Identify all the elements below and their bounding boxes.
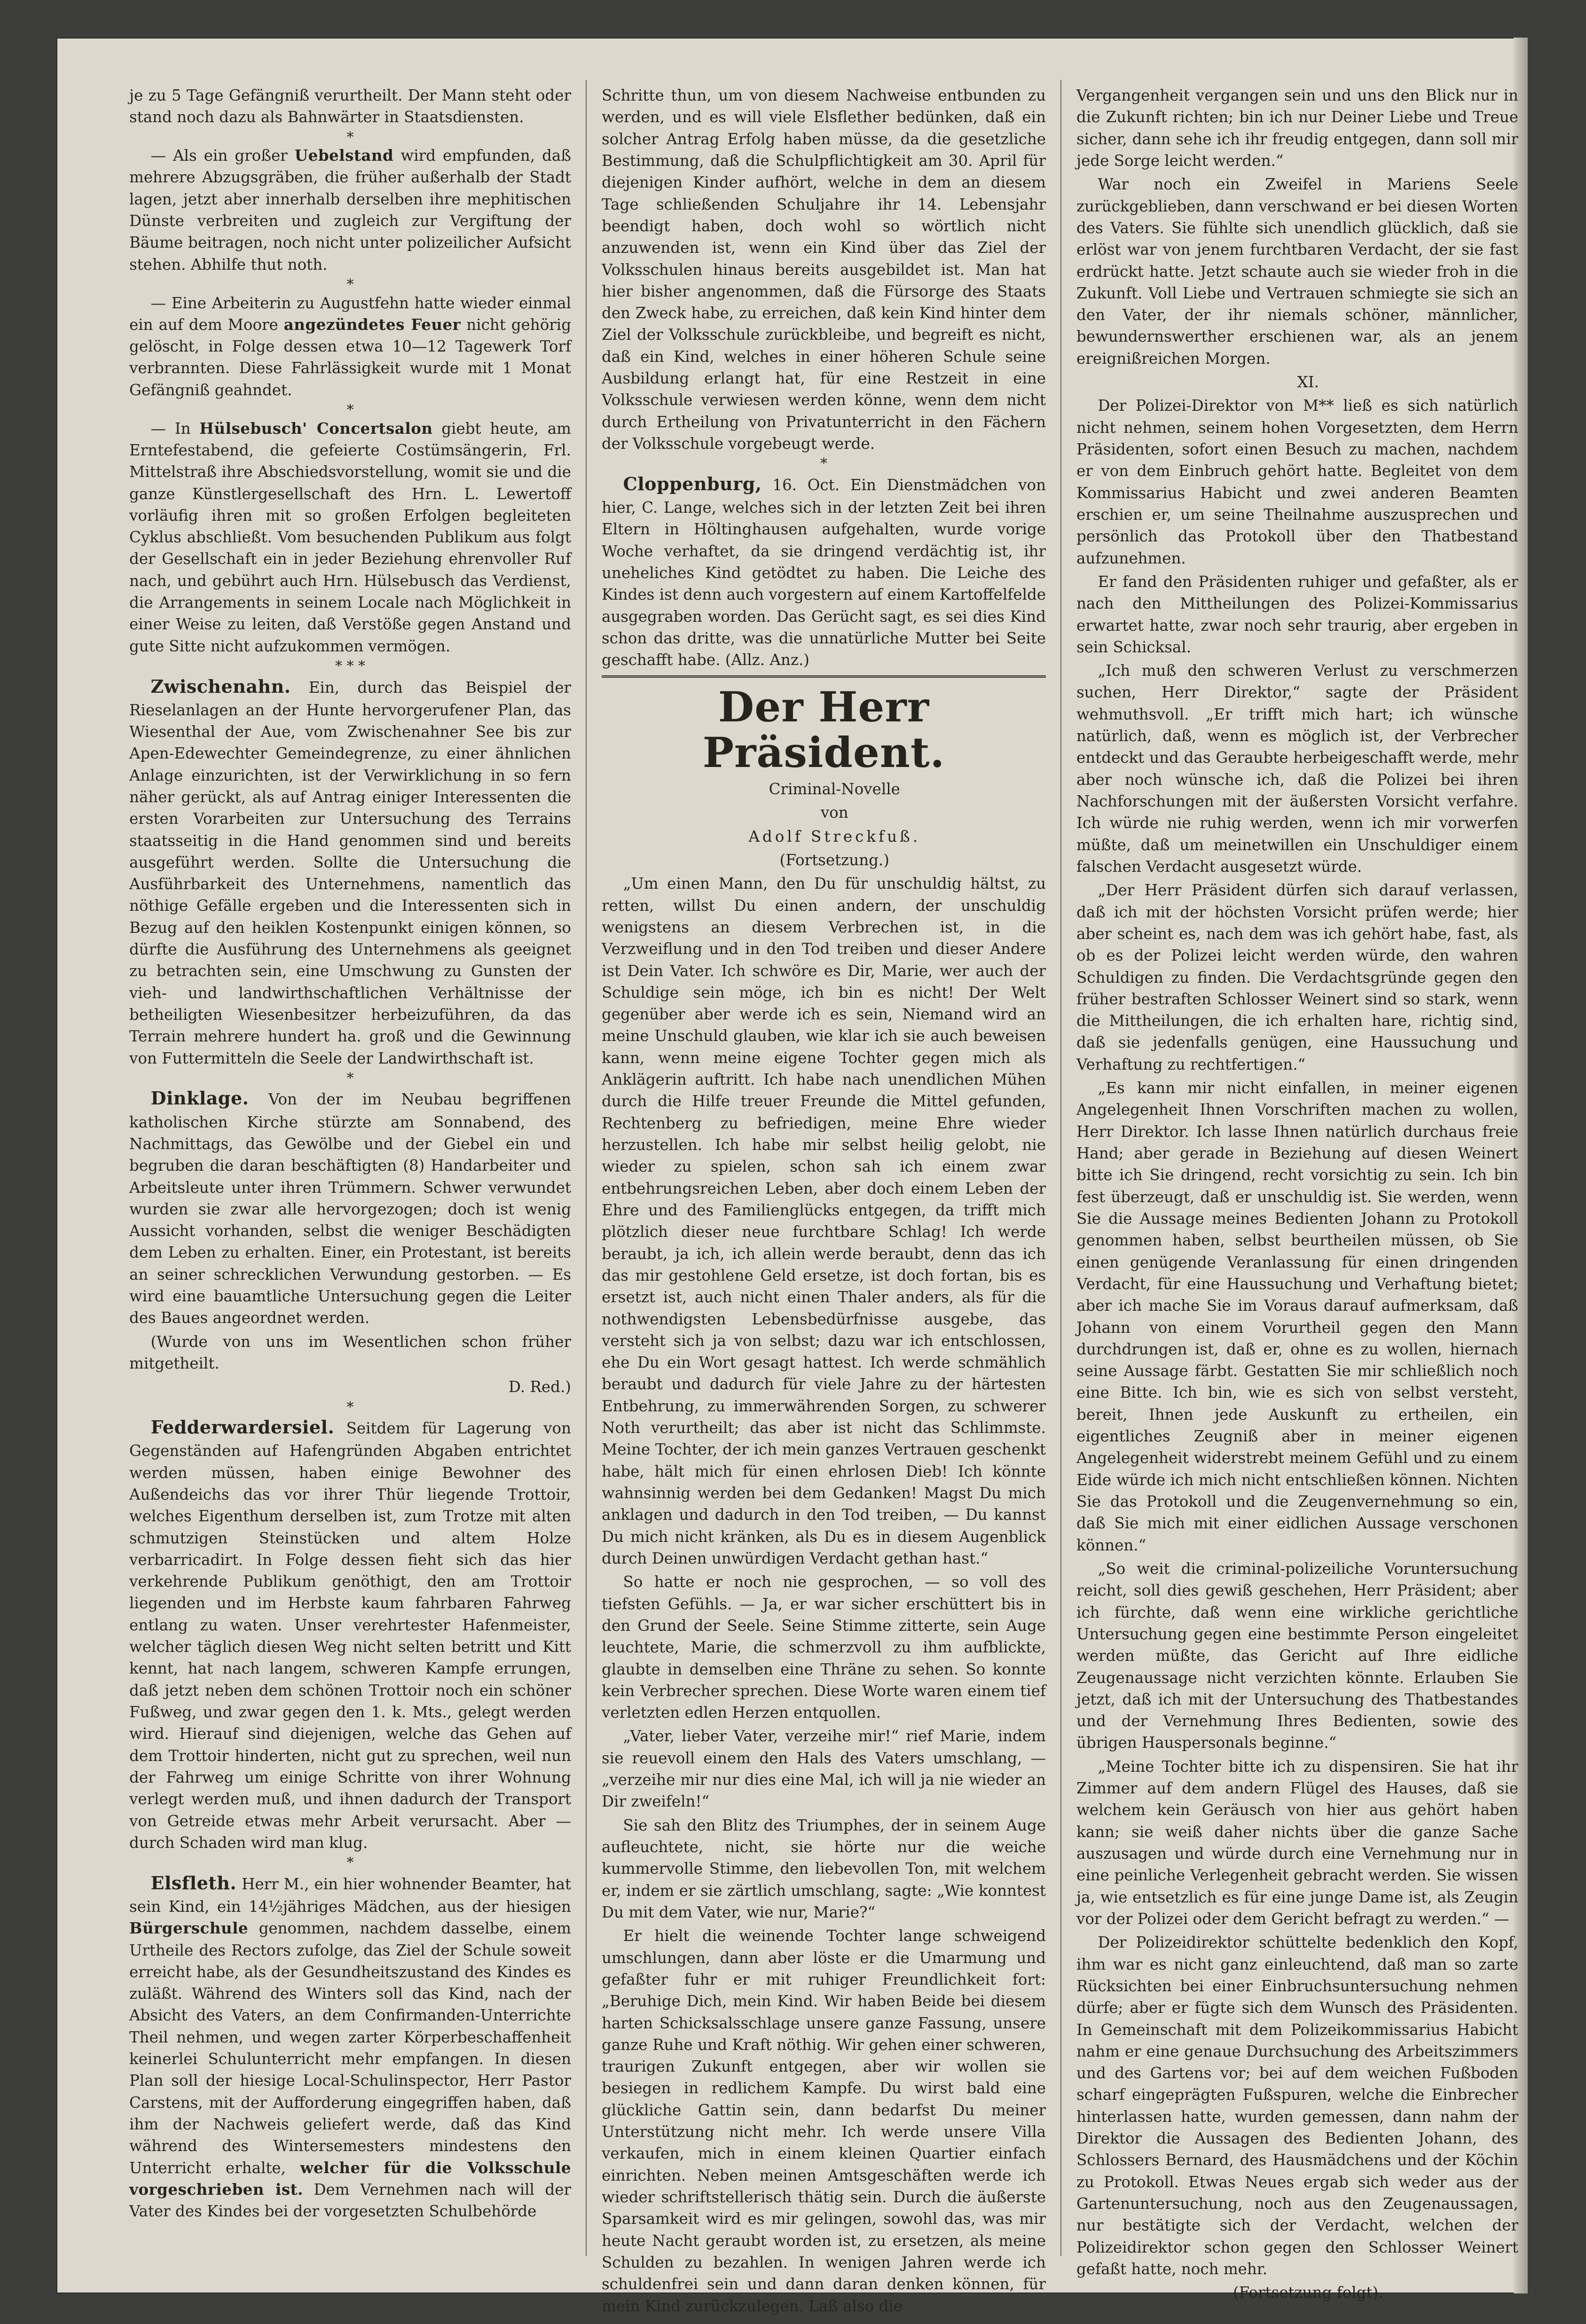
- story-author: Adolf Streckfuß.: [748, 827, 921, 845]
- story-paragraph: „Es kann mir nicht einfallen, in meiner eigenen Angelegenheit Ihnen Vorschriften machen zu wollen, Herr Direktor. Ich lasse Ihnen natürlich durchaus freie Hand; aber gerade in Beziehung auf diesen Weinert bitte ich Sie dringend, recht vorsichtig zu sein. Ich bin fest überzeugt, daß er unschuldig ist. Sie werden, wenn Sie die Aussage meines Bedienten Johann zu Protokoll genommen haben, selbst beurtheilen müssen, ob Sie einen genügende Veranlassung für einen dringenden Verdacht, für eine Haussuchung und Verhaftung bietet; aber ich mache Sie im Voraus darauf aufmerksam, daß Johann von einem Vorurtheil gegen den Mann durchdrungen ist, daß er, ohne es zu wollen, hiernach seine Aussage färbt. Gestatten Sie mir schließlich noch eine Bitte. Ich bin, wie es sich von selbst versteht, bereit, Ihnen jede Auskunft zu ertheilen, ein eigentliches Zeugniß aber in meiner eigenen Angelegenheit widerstrebt meinem Gefühl und zu einem Eide würde ich mich nicht entschließen können. Nichten Sie das Protokoll und die Zeugenvernehmung so ein, daß Sie mich mit einer eidlichen Aussage verschonen können.“: [1076, 1079, 1518, 1554]
- column-rule: [1060, 80, 1061, 2256]
- section-separator: *: [346, 1070, 354, 1087]
- continuation-note: (Fortsetzung folgt).: [1233, 2284, 1383, 2302]
- news-item-uebelstand: [129, 145, 571, 275]
- news-text: Seitdem für Lagerung von Gegenständen auf Hafengründen Abgaben entrichtet werden müssen, haben einige Bewohner des Außendeichs das vor ihrer Thür liegende Trottoir, welches Eigenthum derselben ist, zum Trotze mit alten schmutzigen Steinstücken und altem Holze verbarricadirt. In Folge dessen fieht sich das hier verkehrende Publikum genöthigt, den am Trottoir liegenden und im Herbste kaum fahrbaren Fahrweg entlang zu waten. Unser verehrtester Hafenmeister, welcher täglich diesen Weg nicht selten betritt und Kitt kennt, hat nach langem, schweren Kampfe errungen, daß jetzt neben dem schönen Trottoir noch ein schöner Fußweg, und zwar gegen den 1. k. Mts., gelegt werden wird. Hierauf sind diejenigen, welche das Gehen auf dem Trottoir hinderten, nicht gut zu sprechen, weil nun der Fahrweg um einige Schritte von ihrer Wohnung verlegt werden muß, und ihnen dadurch der Transport von Getreide etwas mehr Arbeit verursacht. Aber — durch Schaden wird man klug.: [129, 1419, 571, 1852]
- story-subtitle: Criminal-Novelle: [769, 780, 900, 798]
- news-item-concert: [129, 418, 571, 657]
- place-name: Zwischenahn.: [150, 675, 291, 697]
- section-separator: *: [346, 1399, 354, 1416]
- place-name: Dinklage.: [150, 1088, 249, 1109]
- news-text: — Eine Arbeiterin zu Augustfehn hatte wieder einmal ein auf dem Moore: [129, 294, 571, 334]
- section-separator: *: [346, 129, 354, 146]
- place-name: Elsfleth.: [150, 1872, 237, 1894]
- news-item-elsfleth: [129, 1870, 571, 2222]
- story-paragraph: So hatte er noch nie gesprochen, — so voll des tiefsten Gefühls. — Ja, er war sicher erschüttert bis in den Grund der Seele. Seine Stimme zitterte, sein Auge leuchtete, Marie, die schmerzvoll zu ihm aufblickte, glaubte in demselben eine Thräne zu sehen. So konnte kein Verbrecher sprechen. Diese Worte waren einem tief verletzten edlen Herzen entquollen.: [602, 1573, 1046, 1722]
- news-paragraph: Schritte thun, um von diesem Nachweise entbunden zu werden, und es will viele Elsflether bedünken, daß ein solcher Antrag Erfolg haben müsse, da die gesetzliche Bestimmung, daß die Schulpflichtigkeit am 30. April für diejenigen Kinder aufhört, welche in dem an diesem Tage schließenden Schuljahre ihr 14. Lebensjahr beendigt haben, doch wohl so wörtlich nicht anzuwenden ist, wenn ein Kind über das Ziel der Volksschulen hinaus bereits ausgebildet ist. Man hat hier bisher angenommen, daß die Fürsorge des Staats den Zweck habe, zu erreichen, daß kein Kind hinter dem Ziel der Volksschule zurückbleibe, und begreift es nicht, daß ein Kind, welches in einer höheren Schule seine Ausbildung erlangt hat, für eine Restzeit in eine Volksschule verwiesen werden könne, wenn dem nicht durch Ertheilung von Privatunterricht in den Fächern der Volksschule vorgebeugt werde.: [602, 86, 1046, 453]
- place-name: Cloppenburg,: [623, 473, 762, 494]
- column-2: [602, 85, 1046, 2315]
- news-item-fedderwardersiel: [129, 1415, 571, 1854]
- story-continuation-note: (Fortsetzung.): [779, 851, 889, 869]
- story-paragraph: Er fand den Präsidenten ruhiger und gefaßter, als er nach den Mittheilungen des Polizei-Kommissarius erwartet hatte, zwar noch sehr traurig, aber ergeben in sein Schicksal.: [1076, 572, 1518, 656]
- story-paragraph: „Meine Tochter bitte ich zu dispensiren. Sie hat ihr Zimmer auf dem andern Flügel des Hauses, daß sie welchem kein Geräusch von hier aus gehört haben kann; sie weiß daher nichts über die ganze Sache auszusagen und würde durch eine Vernehmung nur in eine peinliche Verlegenheit gebracht werden. Sie wissen ja, wie entsetzlich es für eine junge Dame ist, als Zeugin vor der Polizei oder dem Gericht befragt zu werden.“ —: [1076, 1757, 1518, 1928]
- news-text: genommen, nachdem dasselbe, einem Urtheile des Rectors zufolge, das Ziel der Schule soweit erreicht habe, als der Gesundheitszustand des Kindes es zuläßt. Während des Winters soll das Kind, nach der Absicht des Vaters, an dem Confirmanden-Unterrichte Theil nehmen, und wegen zarter Körperbeschaffenheit keinerlei Schulunterricht mehr empfangen. In diesen Plan soll der hiesige Local-Schulinspector, Herr Pastor Carstens, mit der Aufforderung eingegriffen haben, daß ihm der Nachweis geliefert werde, daß das Kind während des Wintersemesters mindestens den Unterricht erhalte,: [129, 1919, 571, 2177]
- news-text: giebt heute, am Erntefestabend, die gefeierte Costümsängerin, Frl. Mittelstraß ihre Abschiedsvorstellung, womit sie und die ganze Künstlergesellschaft des Hrn. L. Lewertoff vorläufig ihren mit so großen Erfolgen begleiteten Cyklus abschließt. Vom besuchenden Publikum aus folgt der Gesellschaft ein in jeder Beziehung ehrenvoller Ruf nach, und gebührt auch Hrn. Hülsebusch das Verdienst, die Arrangements in seinem Locale nach Möglichkeit in einer Weise zu leiten, daß Verstöße gegen Anstand und gute Sitte nicht aufzukommen vermögen.: [129, 419, 571, 655]
- news-item-cloppenburg: [602, 471, 1046, 671]
- news-text: wird empfunden, daß mehrere Abzugsgräben, die früher außerhalb der Stadt lagen, jetzt aber innerhalb derselben ihre mephitischen Dünste verbreiten und zugleich zur Vergiftung der Bäume beitragen, noch nicht unter polizeilicher Aufsicht stehen. Abhilfe thut noth.: [129, 147, 572, 274]
- story-title: Der Herr Präsident.: [702, 682, 945, 777]
- section-separator: *: [346, 402, 354, 419]
- story-paragraph: „Der Herr Präsident dürfen sich darauf verlassen, daß ich mit der höchsten Vorsicht prüfen werde; hier aber scheint es, nach dem was ich gehört habe, fast, als ob es der Polizei leicht werden würde, den wahren Schuldigen zu finden. Die Verdachtsgründe gegen den früher bestraften Schlosser Weinert sind so stark, wenn die Mittheilungen, die ich erhalten hare, richtig sind, daß sie jedenfalls genügen, eine Haussuchung und Verhaftung zu rechtfertigen.“: [1076, 881, 1518, 1073]
- news-keyword: angezündetes Feuer: [283, 315, 461, 334]
- news-text: 16. Oct. Ein Dienstmädchen von hier, C. Lange, welches sich in der letzten Zeit bei ihren Eltern in Höltinghausen aufgehalten, wurde vorige Woche verhaftet, da sie dringend verdächtig ist, ihr uneheliches Kind getödtet zu haben. Die Leiche des Kindes ist denn auch vorgestern auf einem Kartoffelfelde ausgegraben worden. Das Gerücht sagt, es sei dies Kind schon das dritte, was die unnatürliche Mutter bei Seite geschafft habe. (Allz. Anz.): [602, 476, 1046, 669]
- news-text: Von der im Neubau begriffenen katholischen Kirche stürzte am Sonnabend, des Nachmittags, das Gewölbe und der Giebel ein und begruben die daran beschäftigten (8) Handarbeiter und Arbeitsleute unter ihren Trümmern. Schwer verwundet wurden sie zwar alle hervorgezogen; doch ist wenig Aussicht vorhanden, selbst die weniger Beschädigten dem Leben zu erhalten. Einer, ein Protestant, ist bereits an seiner schrecklichen Verwundung gestorben. — Es wird eine bauamtliche Untersuchung gegen die Leiter des Baues angeordnet werden.: [129, 1090, 571, 1327]
- column-rule: [586, 80, 587, 2256]
- story-paragraph: „Vater, lieber Vater, verzeihe mir!“ rief Marie, indem sie reuevoll einem den Hals des Vaters umschlang, — „verzeihe mir nur dies eine Mal, ich will ja nie wieder an Dir zweifeln!“: [602, 1727, 1046, 1811]
- editor-note: [129, 1331, 571, 1375]
- story-paragraph: Er hielt die weinende Tochter lange schweigend umschlungen, dann aber löste er die Umarmung und gefaßter fuhr er mit ruhiger Freundlichkeit fort: „Beruhige Dich, mein Kind. Wir haben Beide bei diesem harten Schicksalsschlage unsere ganze Fassung, unsere ganze Ruhe und Kraft nöthig. Wir gehen einer schweren, traurigen Zukunft entgegen, aber wir wollen sie besiegen in redlichem Kampfe. Du wirst bald eine glückliche Gattin sein, dann bedarfst Du meiner Unterstützung nicht mehr. Ich werde unsere Villa verkaufen, mich in einem kleinen Quartier einfach einrichten. Neben meinen Amtsgeschäften werde ich wieder schriftstellerisch thätig sein. Durch die äußerste Sparsamkeit wird es mir gelingen, sowohl das, was mir heute Nacht geraubt worden ist, zu ersetzen, als meine Schulden zu bezahlen. In wenigen Jahren werde ich schuldenfrei sein und dann daran denken können, für mein Kind zurückzulegen. Laß also die: [602, 1927, 1046, 2315]
- column-1: [129, 85, 571, 2251]
- section-rule: [602, 675, 1046, 678]
- section-separator: *: [346, 276, 354, 293]
- news-item-feuer: [129, 292, 571, 401]
- news-text: Herr M., ein hier wohnender Beamter, hat sein Kind, ein 14½jähriges Mädchen, aus der hiesigen: [129, 1875, 571, 1916]
- news-keyword: Uebelstand: [294, 146, 394, 165]
- news-keyword: welcher für die Volksschule vorgeschrieben ist.: [129, 2158, 571, 2199]
- section-separator: *: [820, 455, 827, 472]
- editor-signature: D. Red.): [508, 1378, 571, 1396]
- story-paragraph: Vergangenheit vergangen sein und uns den Blick nur in die Zukunft richten; bin ich nur Deiner Liebe und Treue sicher, dann sehe ich ihr freudig entgegen, dann soll mir jede Sorge leicht werden.“: [1076, 86, 1518, 170]
- news-item-dinklage: [129, 1086, 571, 1329]
- news-text: Ein, durch das Beispiel der Rieselanlagen an der Hunte hervorgerufener Plan, das Wiesenthal der Aue, vom Zwischenahner See bis zur Apen-Edewechter Gemeindegrenze, zu einer ähnlichen Anlage einzurichten, ist der Verwirklichung in so fern näher gerückt, als auf Antrag einiger Interessenten die ersten Vorarbeiten zur Untersuchung des Terrains staatsseitig in die Hand genommen sind und bereits ausgeführt werden. Sollte die Untersuchung die Ausführbarkeit des Unternehmens, namentlich das nöthige Gefälle ergeben und die Interessenten sich in Bezug auf den heiklen Kostenpunkt einigen können, so dürfte die Ausführung des Unternehmens als geeignet zu betrachten sein, eine Umschwung zu Gunsten der vieh- und landwirthschaftlichen Verhältnisse der betheiligten Wiesenbesitzer herbeizuführen, da das Terrain mehrere hundert ha. groß und die Gewinnung von Futtermitteln die Seele der Landwirthschaft ist.: [129, 678, 571, 1067]
- news-keyword: Hülsebusch' Concertsalon: [199, 419, 433, 438]
- section-separator: *: [346, 1855, 354, 1871]
- story-paragraph: War noch ein Zweifel in Mariens Seele zurückgeblieben, dann verschwand er bei diesen Worten des Vaters. Sie fühlte sich unendlich glücklich, daß sie erlöst war von jenem furchtbaren Verdacht, der sie fast erdrückt hatte. Jetzt schaute auch sie wieder froh in die Zukunft. Voll Liebe und Vertrauen schmiegte sie sich an den Vater, der ihr niemals schöner, männlicher, bewundernswerther erschienen war, als an jenem ereignißreichen Morgen.: [1076, 175, 1518, 368]
- news-text: Dem Vernehmen nach will der Vater des Kindes bei der vorgesetzten Schulbehörde: [129, 2180, 571, 2221]
- section-separator: * * *: [335, 658, 366, 674]
- chapter-number: XI.: [1297, 373, 1319, 391]
- story-paragraph: Sie sah den Blitz des Triumphes, der in seinem Auge aufleuchtete, nicht, sie hörte nur die weiche kummervolle Stimme, den liebevollen Ton, mit welchem er, indem er sie zärtlich umschlang, sagte: „Wie konntest Du mit dem Vater, wie nur, Marie?“: [602, 1816, 1046, 1921]
- newspaper-page: [56, 38, 1528, 2315]
- place-name: Fedderwardersiel.: [150, 1416, 335, 1438]
- news-keyword: Bürgerschule: [129, 1919, 249, 1938]
- news-paragraph: je zu 5 Tage Gefängniß verurtheilt. Der Mann steht oder stand noch dazu als Bahnwärter in Staatsdiensten.: [129, 86, 571, 126]
- news-item-zwischenahn: [129, 674, 571, 1069]
- news-text: nicht gehörig gelöscht, in Folge dessen etwa 10—12 Tagewerk Torf verbrannten. Diese Fahrlässigkeit wurde mit 1 Monat Gefängniß geahndet.: [129, 315, 571, 399]
- column-3: [1076, 85, 1518, 2302]
- story-paragraph: „So weit die criminal-polizeiliche Voruntersuchung reicht, soll dies gewiß geschehen, Herr Präsident; aber ich fürchte, daß wenn eine wirkliche gerichtliche Untersuchung gegen eine bestimmte Person eingeleitet werden müßte, das Gericht auf Ihre eidliche Zeugenaussage nicht verzichten könnte. Erlauben Sie jetzt, daß ich mit der Untersuchung des Thatbestandes und der Vernehmung Ihres Bedienten, sowie des übrigen Hauspersonals beginne.“: [1076, 1559, 1518, 1752]
- news-text: — Als ein großer: [150, 147, 295, 165]
- story-paragraph: Der Polizeidirektor schüttelte bedenklich den Kopf, ihm war es nicht ganz einleuchtend, daß man so zarte Rücksichten bei einer Einbruchsuntersuchung nehmen dürfe; aber er fügte sich dem Wunsch des Präsidenten. In Gemeinschaft mit dem Polizeikommissarius Habicht nahm er eine genaue Durchsuchung des Arbeitszimmers und des Gartens vor; bei auf dem weichen Fußboden scharf eingeprägten Fußspuren, welche die Einbrecher hinterlassen hatte, wurden gemessen, dann nahm der Direktor die Aussagen des Bedienten Johann, des Schlossers Bernard, des Hausmädchens und der Köchin zu Protokoll. Etwas Neues ergab sich weder aus der Gartenuntersuchung, noch aus den Zeugenaussagen, nur bestätigte sich der Verdacht, welchen der Polizeidirektor schon gegen den Schlosser Weinert gefaßt hatte, noch mehr.: [1076, 1933, 1518, 2278]
- story-von: von: [820, 804, 848, 822]
- story-paragraph: Der Polizei-Direktor von M** ließ es sich natürlich nicht nehmen, seinem hohen Vorgesetzten, dem Herrn Präsidenten, sofort einen Besuch zu machen, nachdem er von dem Einbruch gehört hatte. Begleitet von dem Kommissarius Habicht und zwei anderen Beamten erschien er, um seine Theilnahme auszusprechen und persönlich das Protokoll über den Thatbestand aufzunehmen.: [1076, 397, 1518, 567]
- news-text: — In: [150, 419, 200, 438]
- story-paragraph: „Ich muß den schweren Verlust zu verschmerzen suchen, Herr Direktor,“ sagte der Präsident wehmuthsvoll. „Er trifft mich hart; ich wünsche natürlich, daß, wenn es möglich ist, der Verbrecher entdeckt und das Geraubte herbeigeschafft werde, mehr aber noch wünsche ich, daß die Polizei bei ihren Nachforschungen mit der äußersten Vorsicht verfahre. Ich würde nie ruhig werden, wenn ich mir vorwerfen müßte, daß um meinetwillen ein Unschuldiger einem falschen Verdacht ausgesetzt würde.: [1076, 662, 1518, 876]
- story-paragraph: „Um einen Mann, den Du für unschuldig hältst, zu retten, willst Du einen andern, der unschuldig wenigstens an diesem Verbrechen ist, in die Verzweiflung und in den Tod treiben und dieser Andere ist Dein Vater. Ich schwöre es Dir, Marie, wer auch der Schuldige sein möge, ich bin es nicht! Der Welt gegenüber aber werde ich es sein, Niemand wird an meine Unschuld glauben, wie klar ich sie auch beweisen kann, wenn meine eigene Tochter gegen mich als Anklägerin auftritt. Ich habe nach unendlichen Mühen durch die Hilfe treuer Freunde die Mittel gefunden, Rechtenberg zu befriedigen, meine Ehre wieder herzustellen. Ich habe mir selbst heilig gelobt, nie wieder zu spielen, schon sah ich einem zwar entbehrungsreichen Leben, aber doch einem Leben der Ehre und des Familienglücks entgegen, da trifft mich plötzlich dieser neue furchtbare Schlag! Ich werde beraubt, ja ich, ich allein werde beraubt, denn das ich das mir gestohlene Geld ersetze, ist doch fortan, bis es ersetzt ist, auch nicht einen Thaler anders, als für die nothwendigsten Lebensbedürfnisse ausgebe, das versteht sich ja von selbst; dazu war ich entschlossen, ehe Du ein Wort gesagt hattest. Ich werde schmählich beraubt und dadurch für viele Jahre zu der härtesten Entbehrung, zu immerwährenden Sorgen, zu schwerer Noth verurtheilt; das aber ist nicht das Schlimmste. Meine Tochter, der ich mein ganzes Vertrauen geschenkt habe, hält mich für einen ehrlosen Dieb! Ich könnte wahnsinnig werden bei dem Gedanken! Magst Du mich anklagen und dadurch in den Tod treiben, — Du kannst Du mich nicht kränken, als Du es in diesem Augenblick durch Deinen unwürdigen Verdacht gethan hast.“: [602, 875, 1046, 1567]
- news-text: (Wurde von uns im Wesentlichen schon früher mitgetheilt.: [129, 1332, 571, 1373]
